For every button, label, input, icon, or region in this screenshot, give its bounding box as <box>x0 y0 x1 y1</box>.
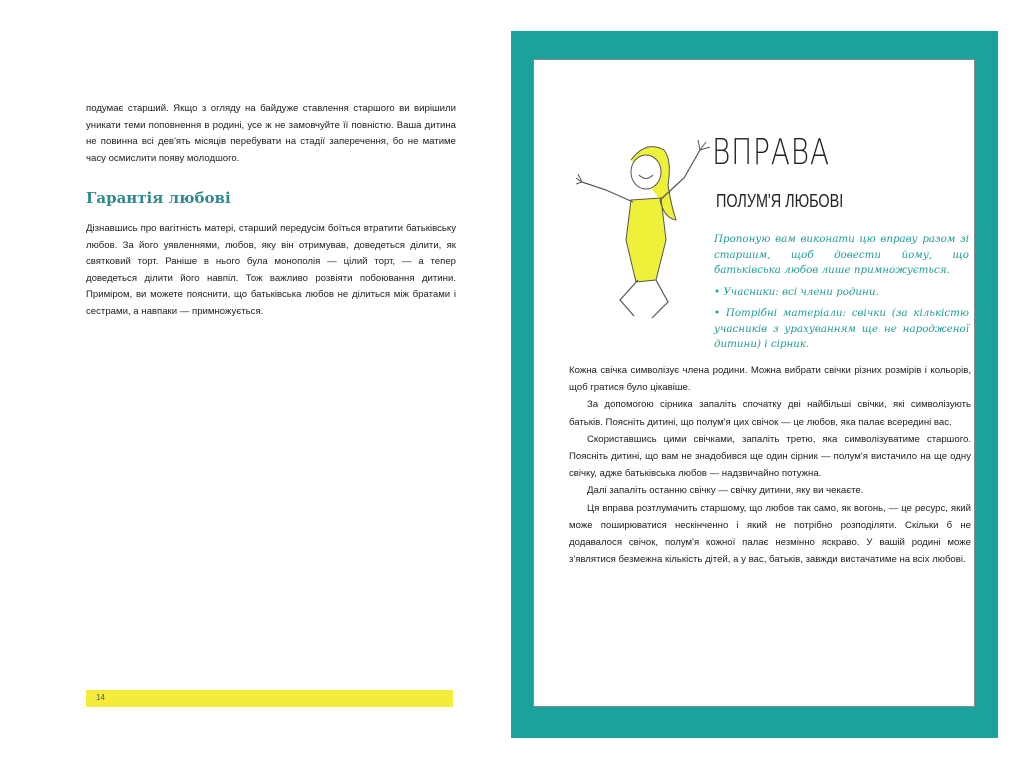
body-paragraph: Ця вправа розтлумачить старшому, що любов так само, як вогонь, — це ресурс, який може поширюватися нескінченно і який не потрібно розподіляти. Скільки б не додавалося свічок, полум'я кожної палає незмінно яскраво. У вашій родині може з'являтися безмежна кількість дітей, а у вас, батьків, завжди вистачатиме на всіх любові. <box>569 502 971 566</box>
exercise-intro <box>714 232 969 359</box>
footer-bar <box>86 690 453 707</box>
exercise-panel <box>533 59 975 707</box>
left-paragraph-section: Дізнавшись про вагітність матері, старший передусім боїться втратити батьківську любов. За його уявленнями, любов, яку він отримував, доведеться ділити, як святковий торт. Раніше в нього була монополія — цілий торт, — а тепер доведеться ділити його навпіл. Тож важливо розвіяти побоювання дитини. Приміром, ви можете пояснити, що батьківська любов не ділиться між братами і сестрами, а навпаки — примножується. <box>86 223 456 317</box>
exercise-title: ВПРАВА <box>712 132 830 173</box>
exercise-subtitle: ПОЛУМ'Я ЛЮБОВІ <box>716 191 844 211</box>
exercise-page-frame <box>511 31 998 738</box>
jumping-girl-illustration <box>576 130 716 320</box>
participants-item: • Учасники: всі члени родини. <box>714 285 879 298</box>
body-paragraph: Далі запаліть останню свічку — свічку дитини, яку ви чекаєте. <box>587 485 864 497</box>
body-paragraph: Кожна свічка символізує члена родини. Можна вибрати свічки різних розмірів і кольорів, щоб гратися було цікавіше. <box>569 365 971 394</box>
body-paragraph: За допомогою сірника запаліть спочатку дві найбільші свічки, які символізують батьків. Поясніть дитині, що полум'я цих свічок — це любов, яка палає всередині вас. <box>569 399 971 428</box>
page-number: 14 <box>96 693 105 702</box>
body-paragraph: Скориставшись цими свічками, запаліть третю, яка символізуватиме старшого. Поясніть дитині, що вам не знадобився ще один сірник — полум'я вистачило на ще одну свічку, адже батьківська любов — надзвичайно потужна. <box>569 433 971 480</box>
materials-item: • Потрібні матеріали: свічки (за кількістю учасників з урахуванням ще не народженої дитини) і сірник. <box>714 307 969 350</box>
section-heading: Гарантія любові <box>86 189 231 207</box>
left-paragraph-top: подумає старший. Якщо з огляду на байдуже ставлення старшого ви вирішили уникати теми поповнення в родині, усе ж не замовчуйте її повністю. Ваша дитина не повинна всі дев'ять місяців перебувати на стадії заперечення, бо не матиме часу осмислити появу молодшого. <box>86 103 456 164</box>
intro-paragraph: Пропоную вам виконати цю вправу разом зі старшим, щоб довести йому, що батьківська любов лише примножується. <box>714 233 969 276</box>
exercise-body <box>569 362 971 568</box>
